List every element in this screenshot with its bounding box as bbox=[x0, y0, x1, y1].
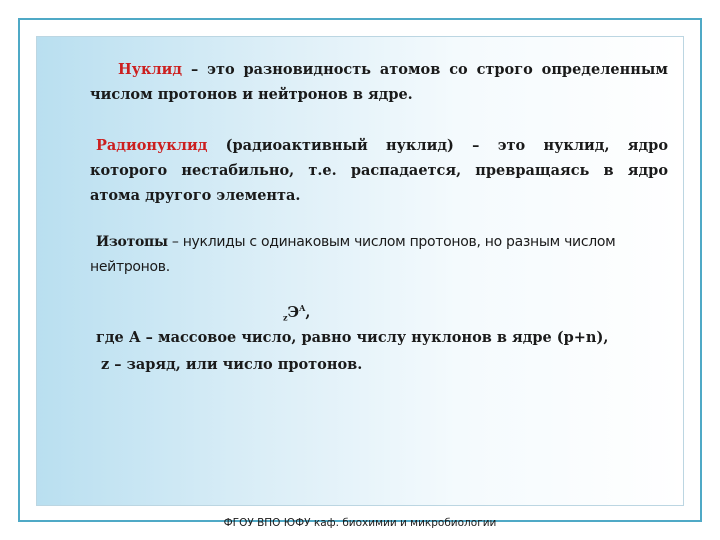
isotopes-term: Изотопы bbox=[96, 234, 168, 250]
nuclide-notation bbox=[283, 303, 310, 323]
radionuclide-definition bbox=[90, 133, 668, 208]
mass-number-explanation: где А – массовое число, равно числу нуклонов в ядре (p+n), bbox=[96, 329, 609, 346]
nuclide-term: Нуклид bbox=[118, 61, 183, 78]
nuclide-text: – это разновидность атомов со строго определенным числом протонов и нейтронов в ядре. bbox=[90, 61, 668, 103]
footer-caption: ФГОУ ВПО ЮФУ каф. биохимии и микробиологии bbox=[223, 517, 497, 529]
formula-suffix: , bbox=[305, 303, 311, 321]
nuclide-definition bbox=[90, 57, 668, 107]
radionuclide-text: (радиоактивный нуклид) – это нуклид, ядро которого нестабильно, т.е. распадается, превращаясь в ядро атома другого элемента. bbox=[90, 137, 668, 204]
formula-symbol: Э bbox=[287, 303, 300, 321]
isotopes-text: – нуклиды с одинаковым числом протонов, но разным числом нейтронов. bbox=[90, 234, 616, 275]
charge-explanation: z – заряд, или число протонов. bbox=[101, 356, 363, 373]
isotopes-definition bbox=[90, 230, 680, 280]
formula-charge: z bbox=[283, 312, 288, 323]
radionuclide-term: Радионуклид bbox=[96, 137, 208, 154]
formula-mass: A bbox=[299, 303, 306, 313]
